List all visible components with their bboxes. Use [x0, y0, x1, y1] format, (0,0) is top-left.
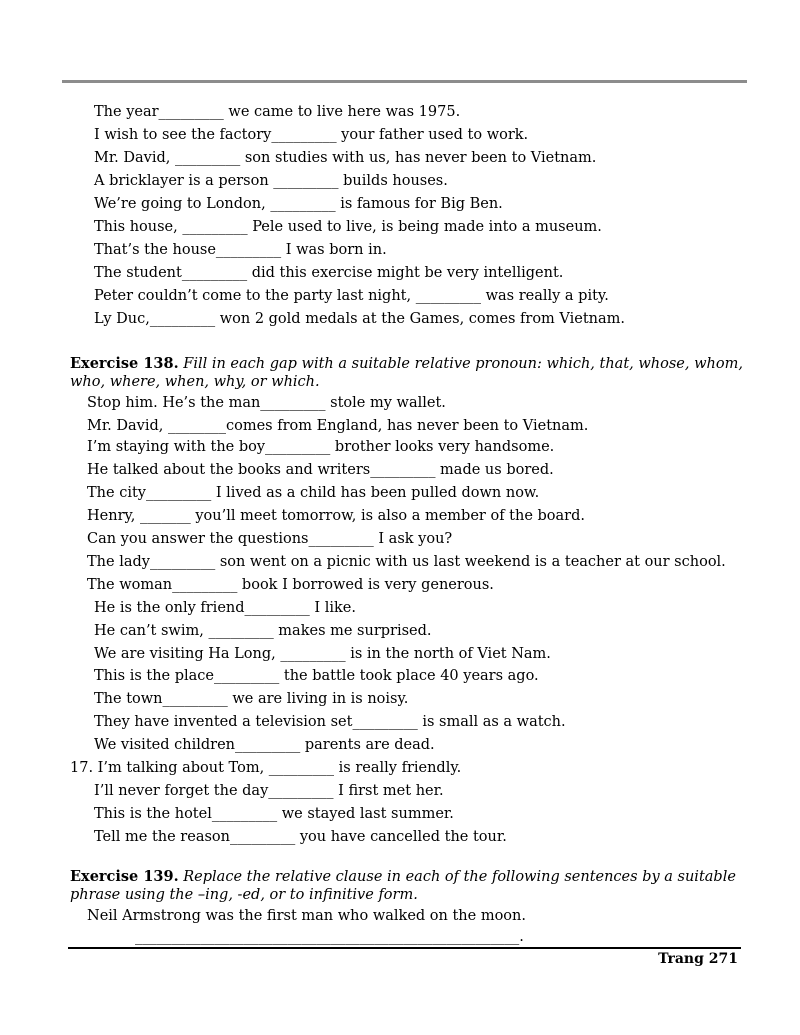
exercise-item: Tell me the reason_________ you have cancelled the tour.	[94, 829, 507, 845]
sentence-line: That’s the house_________ I was born in.	[94, 242, 387, 258]
sentence-line: Mr. David, _________ son studies with us, has never been to Vietnam.	[94, 150, 597, 166]
exercise-item: Can you answer the questions_________ I ask you?	[87, 531, 453, 547]
exercise-instruction: Fill in each gap with a suitable relative pronoun: which, that, whose, whom, who, where, when, why, or which.	[70, 356, 743, 390]
exercise-item: He can’t swim, _________ makes me surprised.	[94, 623, 432, 639]
sentence-line: I wish to see the factory_________ your father used to work.	[94, 127, 529, 143]
answer-blank-line: _____________________________________________________.	[135, 929, 524, 945]
exercise-item: We are visiting Ha Long, _________ is in the north of Viet Nam.	[94, 646, 551, 662]
sentence-line: The student_________ did this exercise might be very intelligent.	[94, 265, 564, 281]
sentence-line: We’re going to London, _________ is famous for Big Ben.	[94, 196, 503, 212]
sentence-line: Ly Duc,_________ won 2 gold medals at the Games, comes from Vietnam.	[94, 311, 626, 327]
sentence-line: A bricklayer is a person _________ builds houses.	[94, 173, 448, 189]
exercise-138-heading	[70, 355, 750, 391]
sentence-line: Peter couldn’t come to the party last night, _________ was really a pity.	[94, 288, 609, 304]
footer-rule	[68, 947, 741, 949]
exercise-item: They have invented a television set_________ is small as a watch.	[94, 714, 566, 730]
exercise-item: 17. I’m talking about Tom, _________ is really friendly.	[70, 760, 462, 776]
exercise-item: I’m staying with the boy_________ brother looks very handsome.	[87, 439, 555, 455]
exercise-item: This is the place_________ the battle took place 40 years ago.	[94, 668, 539, 684]
exercise-item: The town_________ we are living in is noisy.	[94, 691, 409, 707]
exercise-item: We visited children_________ parents are dead.	[94, 737, 435, 753]
exercise-item: He is the only friend_________ I like.	[94, 600, 356, 616]
exercise-item: The woman_________ book I borrowed is very generous.	[87, 577, 494, 593]
exercise-item: He talked about the books and writers_________ made us bored.	[87, 462, 554, 478]
exercise-item: Stop him. He’s the man_________ stole my wallet.	[87, 395, 446, 411]
exercise-item: Mr. David, ________comes from England, has never been to Vietnam.	[87, 418, 589, 434]
page-number: Trang 271	[658, 951, 738, 967]
header-rule	[62, 80, 747, 83]
exercise-number: Exercise 139.	[70, 868, 179, 885]
exercise-item: Neil Armstrong was the first man who walked on the moon.	[87, 908, 526, 924]
exercise-item: This is the hotel_________ we stayed last summer.	[94, 806, 454, 822]
sentence-line: The year_________ we came to live here was 1975.	[94, 104, 461, 120]
exercise-item: The lady_________ son went on a picnic with us last weekend is a teacher at our school.	[87, 554, 726, 570]
exercise-instruction: Replace the relative clause in each of the following sentences by a suitable phrase using the –ing, -ed, or to infinitive form.	[70, 869, 736, 903]
exercise-item: The city_________ I lived as a child has been pulled down now.	[87, 485, 540, 501]
exercise-139-heading	[70, 868, 750, 904]
exercise-item: Henry, _______ you’ll meet tomorrow, is also a member of the board.	[87, 508, 586, 524]
exercise-item: I’ll never forget the day_________ I first met her.	[94, 783, 444, 799]
sentence-line: This house, _________ Pele used to live, is being made into a museum.	[94, 219, 602, 235]
exercise-number: Exercise 138.	[70, 355, 179, 372]
